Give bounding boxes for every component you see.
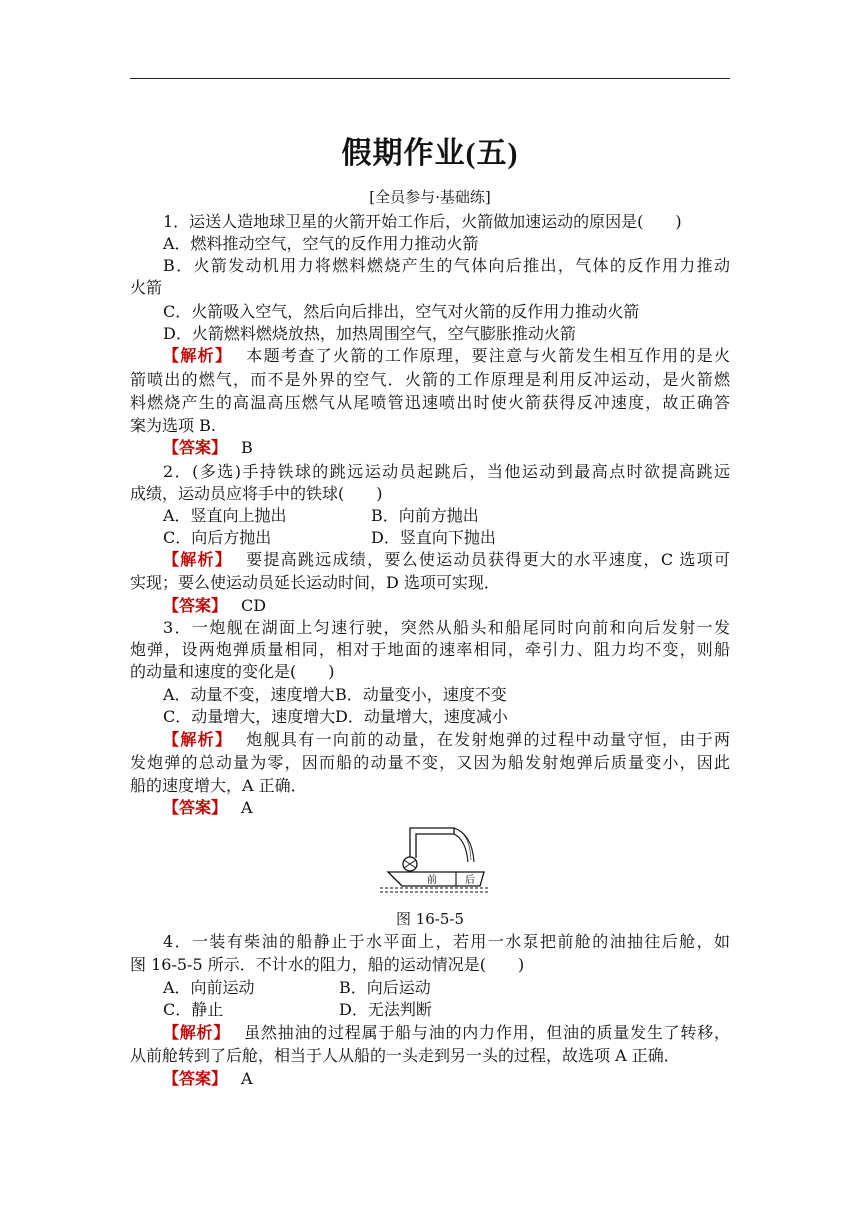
jiexi-label: 【解析】	[163, 550, 233, 569]
q1-explanation	[163, 346, 730, 366]
q1-option-d: D．火箭燃料燃烧放热，加热周围空气，空气膨胀推动火箭	[163, 324, 576, 343]
pump-pipe	[410, 828, 454, 858]
q3-option-b: B．动量变小，速度不变	[335, 685, 507, 704]
daan-label: 【答案】	[163, 798, 228, 817]
jiexi-label: 【解析】	[163, 730, 233, 749]
q2-option-a: A．竖直向上抛出	[163, 506, 287, 525]
daan-label: 【答案】	[163, 1069, 228, 1088]
q4-stem-cont: 图 16-5-5 所示．不计水的阻力，船的运动情况是( )	[130, 955, 525, 974]
q2-option-c: C．向后方抛出	[163, 528, 272, 547]
q3-options-ab	[163, 685, 730, 705]
q2-stem-cont: 成绩，运动员应将手中的铁球( )	[130, 484, 383, 503]
top-rule	[130, 78, 730, 79]
q3-explanation-line2: 发炮弹的总动量为零，因而船的动量不变，又因为船发射炮弹后质量变小，因此	[130, 753, 730, 772]
q1-stem: 1．运送人造地球卫星的火箭开始工作后，火箭做加速运动的原因是( )	[163, 212, 682, 231]
q1-option-a: A．燃料推动空气，空气的反作用力推动火箭	[163, 234, 479, 253]
section-heading: [全员参与·基础练]	[369, 188, 491, 206]
page-title: 假期作业(五)	[341, 137, 519, 170]
q1-explanation-text: 本题考查了火箭的工作原理，要注意与火箭发生相互作用的是火	[246, 346, 730, 365]
daan-label: 【答案】	[163, 596, 228, 615]
q4-answer	[163, 1069, 730, 1089]
q2-answer-value: CD	[241, 596, 267, 615]
q1-explanation-line3: 料燃烧产生的高温高压燃气从尾喷管迅速喷出时使火箭获得反冲速度，故正确答	[130, 393, 730, 412]
q3-stem: 3．一炮舰在湖面上匀速行驶，突然从船头和船尾同时向前和向后发射一发	[163, 618, 730, 637]
q1-explanation-line2: 箭喷出的燃气，而不是外界的空气．火箭的工作原理是利用反冲运动，是火箭燃	[130, 370, 730, 389]
q4-option-a: A．向前运动	[163, 978, 255, 997]
q4-options-ab	[163, 978, 730, 998]
q1-explanation-line4: 案为选项 B.	[130, 416, 216, 435]
daan-label: 【答案】	[163, 438, 228, 457]
q4-option-c: C．静止	[163, 1000, 224, 1019]
q2-answer	[163, 596, 730, 616]
jiexi-label: 【解析】	[163, 1023, 231, 1042]
q3-options-cd	[163, 707, 730, 727]
q2-explanation-line2: 实现；要么使运动员延长运动时间，D 选项可实现．	[130, 573, 500, 592]
q3-explanation	[163, 730, 730, 750]
boat-pump-figure	[380, 820, 490, 906]
q4-options-cd	[163, 1000, 730, 1020]
figure-caption: 图 16-5-5	[395, 910, 465, 928]
q2-options-cd	[163, 528, 730, 548]
q1-answer	[163, 438, 730, 458]
q4-stem: 4．一装有柴油的船静止于水平面上，若用一水泵把前舱的油抽往后舱，如	[163, 932, 730, 951]
q3-option-c: C．动量增大，速度增大	[163, 707, 336, 726]
q3-stem-line3: 的动量和速度的变化是( )	[130, 662, 335, 681]
q4-answer-value: A	[241, 1069, 253, 1088]
q3-option-d: D．动量增大，速度减小	[335, 707, 508, 726]
front-cabin-label: 前	[427, 875, 437, 886]
q1-option-b-cont: 火箭	[130, 278, 163, 297]
q4-option-b: B．向后运动	[339, 978, 431, 997]
q2-explanation-text: 要提高跳远成绩，要么使运动员获得更大的水平速度，C 选项可	[246, 550, 730, 569]
q2-options-ab	[163, 506, 730, 526]
q2-explanation	[163, 550, 730, 570]
back-cabin-label: 后	[465, 875, 475, 886]
q3-explanation-text: 炮舰具有一向前的动量，在发射炮弹的过程中动量守恒，由于两	[246, 730, 730, 749]
boat-diagram	[380, 820, 490, 902]
q4-explanation-line2: 从前舱转到了后舱，相当于人从船的一头走到另一头的过程，故选项 A 正确．	[130, 1046, 680, 1065]
q4-explanation	[163, 1023, 730, 1043]
q4-option-d: D．无法判断	[339, 1000, 432, 1019]
q2-option-b: B．向前方抛出	[371, 506, 479, 525]
q4-explanation-text: 虽然抽油的过程属于船与油的内力作用，但油的质量发生了转移，	[244, 1023, 730, 1042]
q1-answer-value: B	[241, 438, 253, 457]
q3-option-a: A．动量不变，速度增大	[163, 685, 335, 704]
q1-option-b: B．火箭发动机用力将燃料燃烧产生的气体向后推出，气体的反作用力推动	[163, 256, 730, 275]
q3-explanation-line3: 船的速度增大，A 正确．	[130, 776, 307, 795]
q1-option-c: C．火箭吸入空气，然后向后排出，空气对火箭的反作用力推动火箭	[163, 302, 640, 321]
q2-option-d: D．竖直向下抛出	[371, 528, 496, 547]
q3-answer-value: A	[241, 798, 253, 817]
q3-stem-line2: 炮弹，设两炮弹质量相同，相对于地面的速率相同，牵引力、阻力均不变，则船	[130, 640, 730, 659]
jiexi-label: 【解析】	[163, 346, 233, 365]
q2-stem: 2．(多选)手持铁球的跳远运动员起跳后，当他运动到最高点时欲提高跳远	[163, 462, 730, 481]
q3-answer	[163, 798, 730, 818]
